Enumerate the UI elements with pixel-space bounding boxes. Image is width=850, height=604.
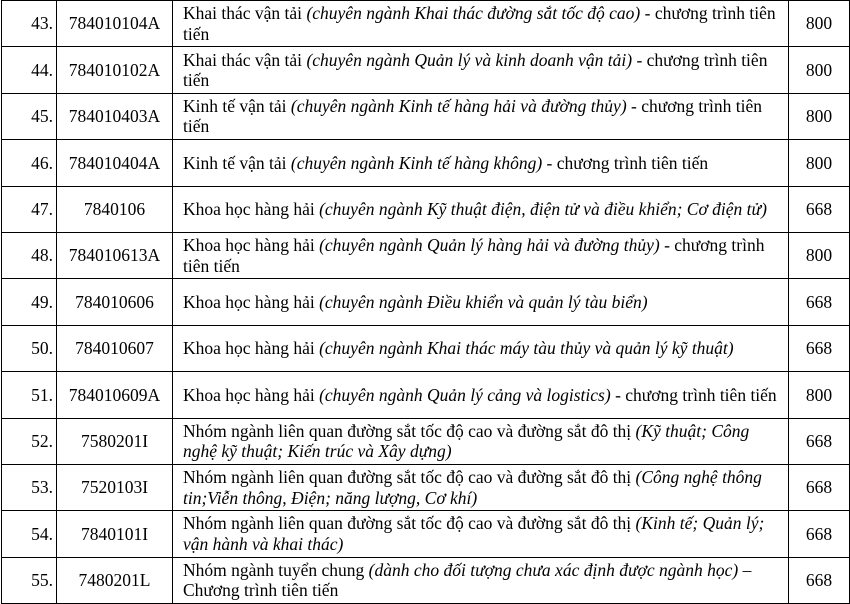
- program-name-main: Nhóm ngành liên quan đường sắt tốc độ cao và đường sắt đô thị: [183, 420, 636, 441]
- program-code: 7520103I: [57, 464, 173, 510]
- program-name-main: Khoa học hàng hải: [183, 384, 320, 405]
- program-quota: 800: [789, 1, 850, 47]
- program-name: [173, 464, 789, 510]
- program-name-specialization: (Công nghệ thông tin;Viễn thông, Điện; năng lượng, Cơ khí): [183, 467, 762, 508]
- program-table: [1, 0, 850, 604]
- program-name-main: Khoa học hàng hải: [183, 338, 320, 359]
- program-quota: 800: [789, 93, 850, 139]
- program-quota: 668: [789, 279, 850, 325]
- program-name-main: Nhóm ngành tuyển chung: [183, 559, 369, 580]
- table-row: [2, 557, 850, 603]
- program-name-main: Khai thác vận tải: [183, 49, 307, 70]
- program-code: 784010102A: [57, 47, 173, 93]
- table-row: [2, 1, 850, 47]
- table-row: [2, 464, 850, 510]
- row-number: 46.: [2, 140, 57, 186]
- program-quota: 800: [789, 47, 850, 93]
- program-name: [173, 186, 789, 232]
- row-number: 55.: [2, 557, 57, 603]
- program-name-specialization: (dành cho đối tượng chưa xác định được ngành học): [368, 559, 739, 580]
- program-quota: 668: [789, 418, 850, 464]
- program-name-specialization: (chuyên ngành Khai thác đường sắt tốc độ cao): [306, 3, 641, 24]
- program-name-specialization: (chuyên ngành Quản lý hàng hải và đường thủy): [319, 235, 660, 256]
- program-code: 7480201L: [57, 557, 173, 603]
- program-name-specialization: (chuyên ngành Điều khiển và quản lý tàu biển): [319, 291, 648, 312]
- row-number: 54.: [2, 511, 57, 557]
- program-quota: 668: [789, 464, 850, 510]
- program-name: [173, 232, 789, 278]
- program-code: 7840106: [57, 186, 173, 232]
- program-quota: 668: [789, 325, 850, 371]
- program-name-suffix: - chương trình tiên tiến: [542, 152, 709, 173]
- program-name: [173, 418, 789, 464]
- program-name-main: Khoa học hàng hải: [183, 291, 320, 312]
- row-number: 52.: [2, 418, 57, 464]
- program-code: 7840101I: [57, 511, 173, 557]
- program-name-specialization: (Kỹ thuật; Công nghệ kỹ thuật; Kiến trúc và Xây dựng): [183, 420, 750, 462]
- program-name-specialization: (chuyên ngành Quản lý cảng và logistics): [319, 384, 611, 405]
- program-name: [173, 557, 789, 603]
- table-row: [2, 232, 850, 278]
- table-row: [2, 140, 850, 186]
- table-row: [2, 93, 850, 139]
- program-quota: 800: [789, 372, 850, 418]
- program-name-main: Khoa học hàng hải: [183, 199, 320, 219]
- row-number: 48.: [2, 232, 57, 278]
- row-number: 45.: [2, 93, 57, 139]
- row-number: 43.: [2, 1, 57, 47]
- program-name-main: Nhóm ngành liên quan đường sắt tốc độ cao và đường sắt đô thị: [183, 467, 636, 488]
- program-name-specialization: (chuyên ngành Kinh tế hàng hải và đường thủy): [290, 95, 627, 116]
- table-row: [2, 511, 850, 557]
- program-name: [173, 1, 789, 47]
- program-name-specialization: (chuyên ngành Khai thác máy tàu thủy và quản lý kỹ thuật): [319, 338, 734, 359]
- program-code: 784010403A: [57, 93, 173, 139]
- program-quota: 800: [789, 140, 850, 186]
- program-code: 784010613A: [57, 232, 173, 278]
- program-code: 784010606: [57, 279, 173, 325]
- table-row: [2, 47, 850, 93]
- program-name-suffix: - chương trình tiên tiến: [183, 49, 768, 91]
- program-name-main: Kinh tế vận tải: [183, 95, 291, 116]
- program-name-specialization: (Kinh tế; Quản lý; vận hành và khai thác): [183, 513, 765, 554]
- program-quota: 668: [789, 557, 850, 603]
- program-name-specialization: (chuyên ngành Kỹ thuật điện, điện tử và điều khiển; Cơ điện tử): [319, 199, 767, 219]
- program-name-main: Kinh tế vận tải: [183, 152, 291, 173]
- program-name-main: Nhóm ngành liên quan đường sắt tốc độ cao và đường sắt đô thị: [183, 513, 636, 534]
- table-row: [2, 372, 850, 418]
- program-quota: 668: [789, 186, 850, 232]
- program-name-main: Khoa học hàng hải: [183, 235, 320, 256]
- program-name: [173, 140, 789, 186]
- program-name: [173, 372, 789, 418]
- row-number: 49.: [2, 279, 57, 325]
- program-name: [173, 93, 789, 139]
- program-name: [173, 279, 789, 325]
- program-name: [173, 47, 789, 93]
- row-number: 53.: [2, 464, 57, 510]
- row-number: 44.: [2, 47, 57, 93]
- program-name-suffix: - chương trình tiên tiến: [610, 384, 777, 405]
- program-code: 7580201I: [57, 418, 173, 464]
- program-quota: 800: [789, 232, 850, 278]
- program-quota: 668: [789, 511, 850, 557]
- program-name-specialization: (chuyên ngành Kinh tế hàng không): [290, 152, 543, 173]
- table-row: [2, 325, 850, 371]
- program-name: [173, 511, 789, 557]
- table-row: [2, 418, 850, 464]
- program-name-suffix: - chương trình tiên tiến: [183, 235, 765, 276]
- program-code: 784010404A: [57, 140, 173, 186]
- program-name-suffix: - chương trình tiên tiến: [183, 95, 763, 137]
- table-row: [2, 186, 850, 232]
- table-row: [2, 279, 850, 325]
- program-name: [173, 325, 789, 371]
- row-number: 47.: [2, 186, 57, 232]
- program-name-suffix: - chương trình tiên tiến: [183, 3, 776, 44]
- program-name-suffix: – Chương trình tiên tiến: [183, 559, 752, 601]
- program-code: 784010607: [57, 325, 173, 371]
- program-name-main: Khai thác vận tải: [183, 3, 307, 24]
- program-code: 784010609A: [57, 372, 173, 418]
- program-code: 784010104A: [57, 1, 173, 47]
- row-number: 50.: [2, 325, 57, 371]
- row-number: 51.: [2, 372, 57, 418]
- program-name-specialization: (chuyên ngành Quản lý và kinh doanh vận tải): [306, 49, 633, 70]
